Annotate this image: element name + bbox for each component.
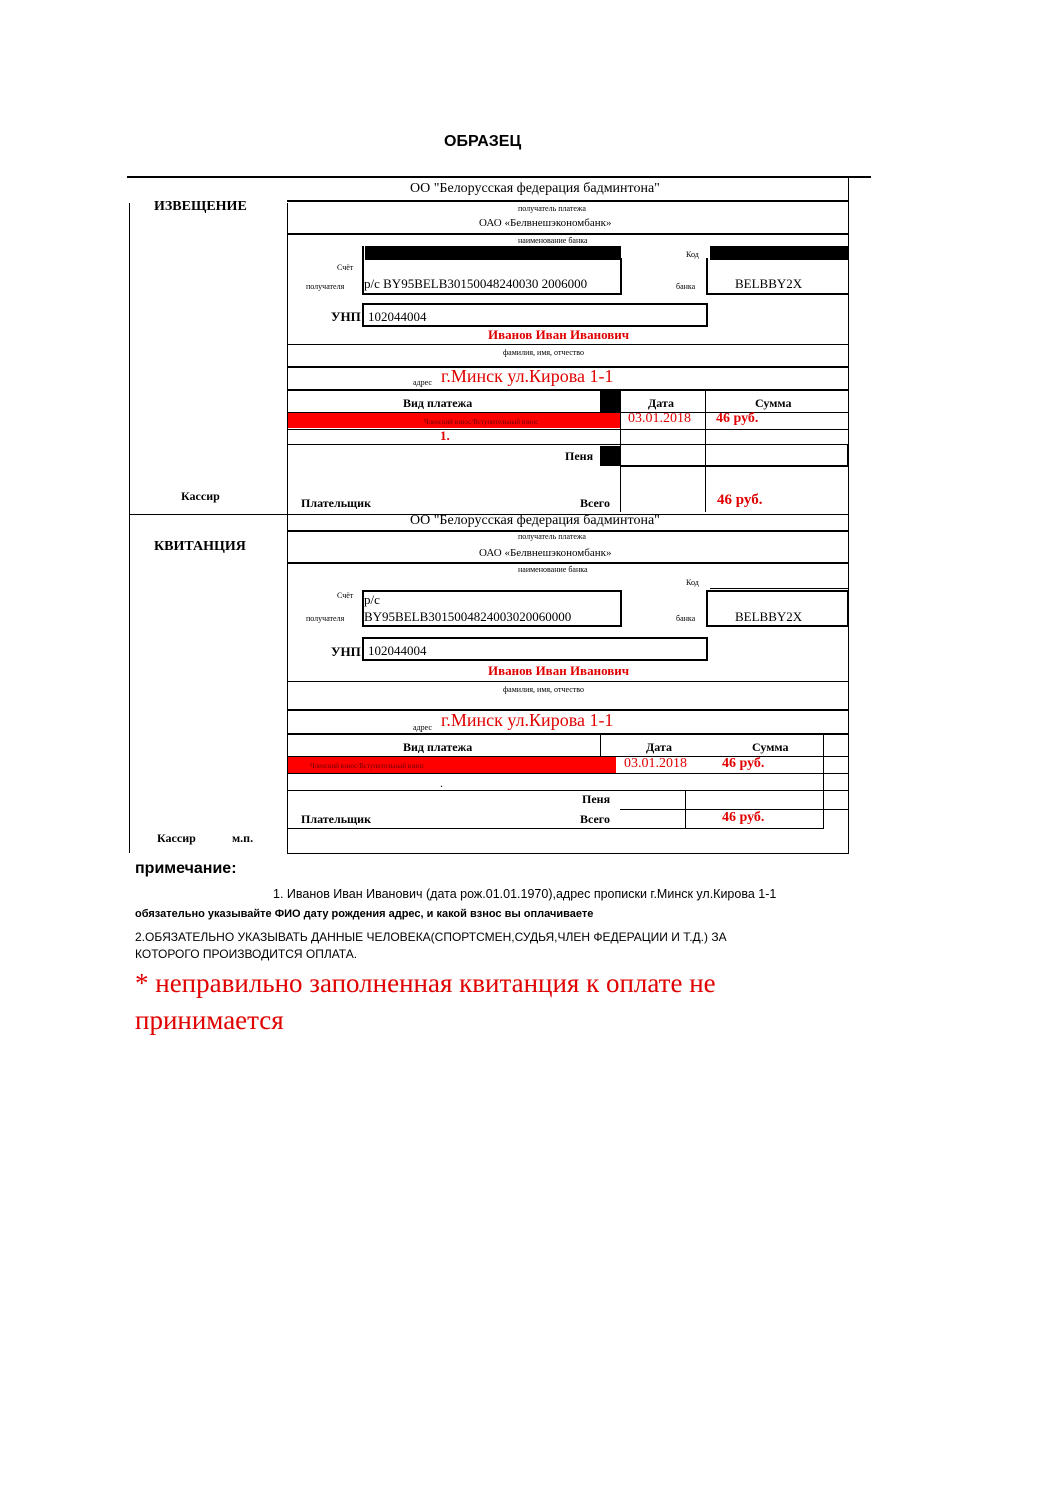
receipt-total-value: 46 руб.: [722, 810, 765, 825]
receipt-col-type: Вид платежа: [403, 740, 473, 754]
rule: [287, 444, 849, 445]
rule: [620, 465, 849, 467]
notice-payer-label: Плательщик: [301, 496, 372, 510]
notice-recipient: ОО "Белорусская федерация бадминтона": [410, 181, 660, 196]
receipt-unp-value: 102044004: [368, 643, 427, 658]
notice-title: ИЗВЕЩЕНИЕ: [154, 199, 247, 214]
notice-account-label: Счёт: [337, 263, 354, 272]
receipt-sum-value: 46 руб.: [722, 756, 765, 771]
shape: [600, 390, 620, 412]
rule: [600, 733, 601, 757]
receipt-payment-type: Членский взнос/Вступительный взнос: [310, 762, 425, 770]
notice-note-mark: 1.: [440, 428, 450, 443]
notice-col-type: Вид платежа: [403, 396, 473, 410]
rule: [362, 590, 364, 626]
rule: [287, 790, 849, 791]
rule: [362, 637, 708, 639]
rule: [287, 233, 849, 235]
notice-unp-value: 102044004: [368, 309, 427, 324]
page-title: ОБРАЗЕЦ: [444, 133, 522, 150]
receipt-bank-caption: наименование банка: [518, 565, 588, 574]
notice-col-date: Дата: [648, 396, 674, 410]
notice-bank: ОАО «Белвнешэкономбанк»: [479, 217, 612, 229]
receipt-address-label: адрес: [413, 723, 432, 732]
frame-left: [129, 203, 130, 853]
receipt-stamp-label: м.п.: [232, 831, 254, 845]
notice-col-sum: Сумма: [755, 396, 792, 410]
notes-line-1: 1. Иванов Иван Иванович (дата рож.01.01.1970),адрес прописки г.Минск ул.Кирова 1-1: [273, 887, 777, 901]
rule: [706, 303, 708, 327]
rule: [620, 390, 621, 512]
notice-date-value: 03.01.2018: [628, 411, 691, 426]
notice-code-label: Код: [686, 250, 699, 259]
notice-account-label-2: получателя: [306, 282, 345, 291]
notes-line-3a: 2.ОБЯЗАТЕЛЬНО УКАЗЫВАТЬ ДАННЫЕ ЧЕЛОВЕКА(СПОРТСМЕН,СУДЬЯ,ЧЛЕН ФЕДЕРАЦИИ И Т.Д.) ЗА: [135, 930, 727, 944]
receipt-bank: ОАО «Белвнешэкономбанк»: [479, 547, 612, 559]
rule: [362, 303, 364, 327]
receipt-col-sum: Сумма: [752, 740, 789, 754]
notice-bank-code: BELBBY2X: [735, 276, 803, 291]
rule: [287, 200, 849, 202]
rule: [362, 246, 364, 294]
receipt-payer-name: Иванов Иван Иванович: [488, 663, 630, 678]
receipt-col-date: Дата: [646, 740, 672, 754]
receipt-code-label: Код: [686, 578, 699, 587]
rule: [287, 828, 824, 829]
rule: [287, 389, 849, 391]
receipt-recipient: ОО "Белорусская федерация бадминтона": [410, 513, 660, 528]
receipt-penalty-label: Пеня: [582, 792, 611, 806]
rule: [706, 590, 708, 626]
receipt-unp-label: УНП: [331, 644, 361, 659]
rule: [287, 562, 849, 564]
frame-right: [848, 176, 849, 854]
redaction-bar: [710, 246, 848, 260]
notes-line-2: обязательно указывайте ФИО дату рождения адрес, и какой взнос вы оплачиваете: [135, 908, 594, 920]
notice-recipient-caption: получатель платежа: [518, 204, 586, 213]
rule: [287, 429, 849, 430]
rule: [287, 733, 849, 735]
receipt-cashier-label: Кассир: [157, 831, 196, 845]
notice-total-value: 46 руб.: [717, 492, 763, 508]
notice-payment-type: Членский взнос/Вступительный взнос: [424, 418, 539, 426]
receipt-bank-code: BELBBY2X: [735, 609, 803, 624]
rule: [362, 637, 364, 661]
rule: [620, 258, 622, 294]
rule: [362, 659, 708, 661]
receipt-payer-caption: фамилия, имя, отчество: [503, 685, 584, 694]
shape: [600, 446, 620, 466]
receipt-account-line-2: BY95BELB3015004824003020060000: [364, 609, 572, 624]
rule: [823, 733, 824, 829]
receipt-title: КВИТАНЦИЯ: [154, 539, 246, 554]
rule: [706, 625, 849, 627]
notes-heading: примечание:: [135, 860, 237, 877]
rule: [706, 293, 849, 295]
rule: [706, 590, 849, 592]
receipt-payer-label: Плательщик: [301, 812, 372, 826]
rule: [847, 444, 849, 466]
receipt-account-label-2: получателя: [306, 614, 345, 623]
notice-cashier-label: Кассир: [181, 489, 220, 503]
notice-total-label: Всего: [580, 496, 610, 510]
notice-unp-label: УНП: [331, 309, 361, 324]
rule: [706, 258, 708, 294]
notice-address-value: г.Минск ул.Кирова 1-1: [441, 366, 614, 386]
notice-sum-value: 46 руб.: [716, 411, 759, 426]
receipt-account-line-1: р/с: [364, 592, 380, 607]
rule: [287, 773, 849, 774]
receipt-code-label-2: банка: [676, 614, 696, 623]
warning-line-1: * неправильно заполненная квитанция к оплате не: [135, 968, 716, 998]
notice-bank-caption: наименование банка: [518, 236, 588, 245]
rule: [710, 588, 848, 589]
rule: [362, 293, 622, 295]
rule: [287, 681, 849, 682]
rule: [362, 625, 622, 627]
rule: [620, 590, 622, 626]
notes-line-3b: КОТОРОГО ПРОИЗВОДИТСЯ ОПЛАТА.: [135, 947, 358, 961]
receipt-date-value: 03.01.2018: [624, 756, 687, 771]
receipt-account-label: Счёт: [337, 591, 354, 600]
notice-code-label-2: банка: [676, 282, 696, 291]
rule: [705, 390, 706, 512]
receipt-dot-mark: .: [440, 776, 443, 790]
receipt-address-value: г.Минск ул.Кирова 1-1: [441, 710, 614, 730]
notice-payer-name: Иванов Иван Иванович: [488, 327, 630, 342]
rule: [706, 637, 708, 661]
rule: [287, 344, 849, 345]
frame-bottom: [287, 853, 849, 854]
rule: [362, 303, 708, 305]
receipt-total-label: Всего: [580, 812, 610, 826]
notice-address-label: адрес: [413, 378, 432, 387]
warning-line-2: принимается: [135, 1005, 284, 1035]
notice-account-value: р/с BY95BELB30150048240030 2006000: [364, 276, 588, 291]
rule: [362, 590, 622, 592]
redaction-bar: [365, 246, 621, 260]
top-rule: [127, 176, 871, 178]
notice-penalty-label: Пеня: [565, 449, 594, 463]
rule: [847, 590, 849, 626]
receipt-recipient-caption: получатель платежа: [518, 532, 586, 541]
notice-payer-caption: фамилия, имя, отчество: [503, 348, 584, 357]
